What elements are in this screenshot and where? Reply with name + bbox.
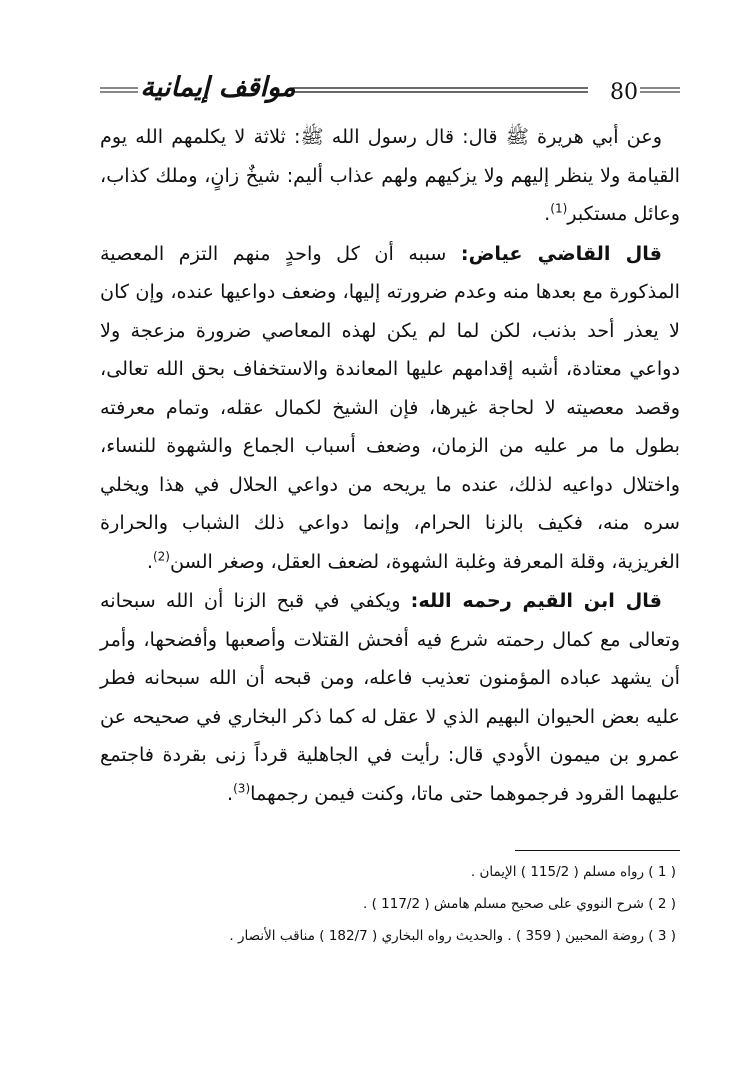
- page-number: 80: [610, 80, 638, 105]
- paragraph-lead: قال القاضي عياض:: [460, 241, 662, 265]
- footnote-ref[interactable]: (3): [233, 781, 251, 796]
- paragraph-hadith: [100, 118, 680, 234]
- paragraph-qadi-iyad: [100, 235, 680, 582]
- paragraph-lead: قال ابن القيم رحمه الله:: [410, 589, 662, 612]
- paragraph-body: ويكفي في قبح الزنا أن الله سبحانه وتعالى مع كمال رحمته شرع فيه أفحش القتلات وأصعبها وأفضحها، وأمر أن يشهد عباده المؤمنون تعذيب فاعله، ومن قبحه أن الله سبحانه فطر عليه بعض الحيوان البهيم الذي لا عقل له كما ذكر البخاري في صحيحه عن عمرو بن ميمون الأودي قال: رأيت في الجاهلية قرداً زنى بقردة فاجتمع عليهما القرود فرجموهما حتى ماتا، وكنت فيمن رجمهما: [100, 589, 680, 805]
- footnotes: [100, 862, 676, 958]
- footnote-ref[interactable]: (1): [550, 201, 568, 216]
- main-text: [100, 118, 680, 813]
- header-ornament-right: [640, 85, 680, 95]
- paragraph-tail: .: [146, 549, 153, 573]
- footnote-separator: [515, 850, 680, 851]
- paragraph-body: سببه أن كل واحدٍ منهم التزم المعصية المذكورة مع بعدها منه وعدم ضرورته إليها، وضعف دواعيها عنده، وإن كان لا يعذر أحد بذنب، لكن لما لم يكن لهذه المعاصي ضرورة مزعجة ولا دواعي معتادة، أشبه إقدامهم عليها المعاندة والاستخفاف بحق الله تعالى، وقصد معصيته لا لحاجة غيرها، فإن الشيخ لكمال عقله، وتمام معرفته بطول ما مر عليه من الزمان، وضعف أسباب الجماع والشهوة للنساء، واختلال دواعيه لذلك، عنده ما يريحه من دواعي الحلال في هذا ويخلي سره منه، فكيف بالزنا الحرام، وإنما دواعي ذلك الشباب والحرارة الغريزية، وقلة المعرفة وغلبة الشهوة، لضعف العقل، وصغر السن: [100, 241, 680, 573]
- running-title: مواقف إيمانية: [140, 72, 296, 103]
- header-ornament-rule: [292, 85, 588, 95]
- footnote-ref[interactable]: (2): [152, 549, 170, 564]
- footnote-2: ( 2 ) شرح النووي على صحيح مسلم هامش ( 117/2 ) .: [363, 896, 676, 912]
- paragraph-tail: .: [544, 202, 551, 225]
- paragraph-tail: .: [227, 781, 234, 805]
- page-header: [100, 72, 680, 112]
- paragraph-body: وعن أبي هريرة ﷺ قال: قال رسول الله ﷺ: ثلاثة لا يكلمهم الله يوم القيامة ولا ينظر إليهم ولا يزكيهم ولهم عذاب أليم: شيخٌ زانٍ، وملك كذاب، وعائل مستكبر: [100, 125, 680, 225]
- footnote-1: ( 1 ) رواه مسلم ( 115/2 ) الإيمان .: [470, 864, 676, 880]
- paragraph-ibn-qayyim: [100, 582, 680, 813]
- footnote-3: ( 3 ) روضة المحبين ( 359 ) . والحديث رواه البخاري ( 182/7 ) مناقب الأنصار .: [229, 928, 676, 944]
- header-ornament-left: [100, 85, 138, 95]
